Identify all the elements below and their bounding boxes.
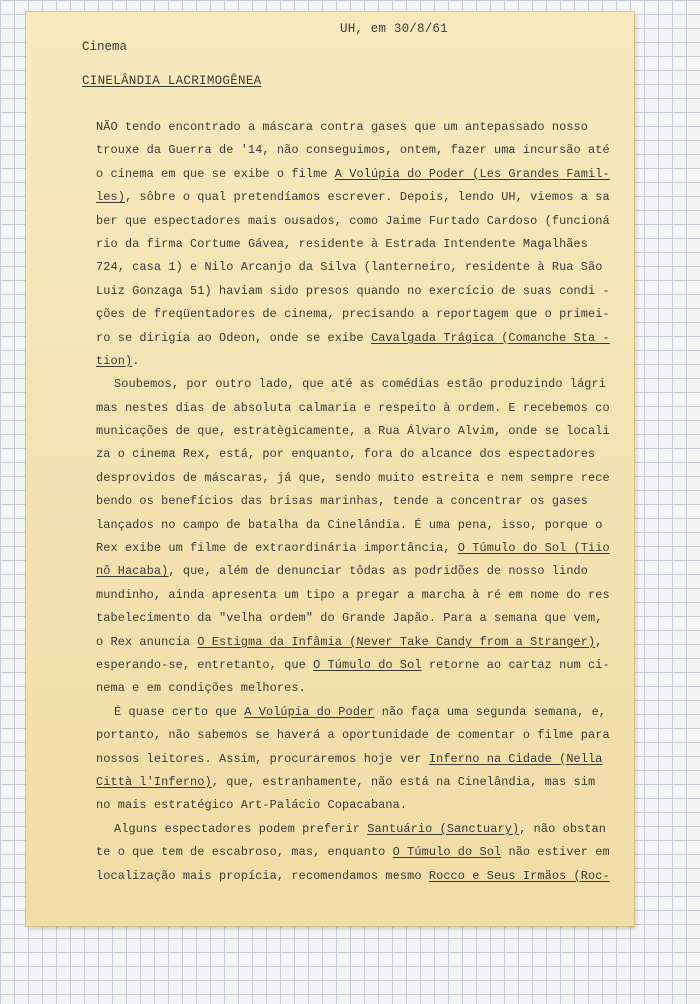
underlined-title: A Volúpia do Poder xyxy=(244,704,375,719)
underlined-title: Rocco e Seus Irmãos (Roc- xyxy=(428,868,610,883)
text-segment: ro se dirigia ao Odeon, onde se exibe xyxy=(96,330,371,345)
text-segment: mundinho, ainda apresenta um tipo a pregar a marcha à ré em nome do res xyxy=(96,587,610,602)
text-line xyxy=(96,584,616,607)
text-line xyxy=(96,186,616,209)
text-segment: o cinema em que se exibe o filme xyxy=(96,166,335,181)
text-line xyxy=(96,139,616,162)
text-segment: não faça uma segunda semana, e, xyxy=(374,704,607,719)
text-line xyxy=(96,420,616,443)
text-segment: , xyxy=(595,634,603,649)
text-line xyxy=(96,163,616,186)
text-line xyxy=(96,724,616,747)
text-segment: te o que tem de escabroso, mas, enquanto xyxy=(96,845,393,860)
underlined-title: O Túmulo do Sol xyxy=(392,845,502,860)
text-segment: ções de freqüentadores de cinema, precisando a reportagem que o primei- xyxy=(96,307,610,322)
text-segment: portanto, não sabemos se haverá a oportunidade de comentar o filme para xyxy=(96,728,610,743)
text-line xyxy=(96,794,616,817)
text-segment: , que, estranhamente, não está na Cinelândia, mas sim xyxy=(211,774,596,789)
underlined-title: Città l'Inferno) xyxy=(96,774,212,789)
underlined-title: Santuário (Sanctuary) xyxy=(367,821,520,836)
text-segment: esperando-se, entretanto, que xyxy=(96,657,314,672)
text-segment: , não obstan xyxy=(519,821,607,836)
text-line xyxy=(96,607,616,630)
paragraph xyxy=(96,373,616,700)
text-segment: nossos leitores. Assim, procuraremos hoje ver xyxy=(96,751,429,766)
text-segment: desprovidos de máscaras, já que, sendo muito estreita e nem sempre rece xyxy=(96,470,610,485)
section-label: Cinema xyxy=(82,40,128,54)
dateline: UH, em 30/8/61 xyxy=(340,22,448,36)
underlined-title: A Volúpia do Poder (Les Grandes Famil- xyxy=(334,166,610,181)
text-line xyxy=(96,303,616,326)
text-segment: municações de que, estratègicamente, a Rua Álvaro Alvim, onde se locali xyxy=(96,424,610,439)
text-line xyxy=(96,514,616,537)
text-line xyxy=(96,537,616,560)
text-segment: retorne ao cartaz num ci- xyxy=(421,657,610,672)
text-line xyxy=(96,560,616,583)
text-line xyxy=(96,256,616,279)
text-segment: lançados no campo de batalha da Cinelândia. É uma pena, isso, porque o xyxy=(96,517,603,532)
underlined-title: Inferno na Cidade (Nella xyxy=(428,751,603,766)
text-segment: trouxe da Guerra de '14, não conseguimos, ontem, fazer uma incursão até xyxy=(96,143,610,158)
article-body xyxy=(96,116,616,888)
underlined-title: O Túmulo do Sol xyxy=(313,657,422,672)
article-headline: CINELÂNDIA LACRIMOGÊNEA xyxy=(82,74,262,88)
text-segment: Rex exibe um filme de extraordinária importância, xyxy=(96,541,458,556)
text-segment: ber que espectadores mais ousados, como Jaime Furtado Cardoso (funcioná xyxy=(96,213,610,228)
text-segment: localização mais propícia, recomendamos mesmo xyxy=(96,868,429,883)
text-segment: 724, casa 1) e Nilo Arcanjo da Silva (lanterneiro, residente à Rua São xyxy=(96,260,603,275)
text-segment: Alguns espectadores podem preferir xyxy=(114,821,368,836)
text-line xyxy=(96,748,616,771)
text-line xyxy=(96,490,616,513)
text-segment: rio da firma Cortume Gávea, residente à Estrada Intendente Magalhães xyxy=(96,236,589,251)
text-line xyxy=(96,350,616,373)
underlined-title: tion) xyxy=(96,353,133,368)
underlined-title: nô Hacaba) xyxy=(96,564,169,579)
text-line xyxy=(96,771,616,794)
text-line xyxy=(96,280,616,303)
text-line xyxy=(96,677,616,700)
text-line xyxy=(96,818,616,841)
text-line xyxy=(96,654,616,677)
text-line xyxy=(96,373,616,396)
text-line xyxy=(96,631,616,654)
text-segment: , sôbre o qual pretendíamos escrever. Depois, lendo UH, viemos a sa xyxy=(124,190,610,205)
text-line xyxy=(96,116,616,139)
text-segment: bendo os benefícios das brisas marinhas, tende a concentrar os gases xyxy=(96,494,589,509)
underlined-title: Cavalgada Trágica (Comanche Sta - xyxy=(370,330,610,345)
text-segment: . xyxy=(132,353,140,368)
text-line xyxy=(96,701,616,724)
text-line xyxy=(96,443,616,466)
text-line xyxy=(96,327,616,350)
underlined-title: O Estigma da Infâmia (Never Take Candy from a Stranger) xyxy=(197,634,596,649)
text-line xyxy=(96,865,616,888)
text-line xyxy=(96,210,616,233)
paragraph xyxy=(96,701,616,818)
text-segment: za o cinema Rex, está, por enquanto, fora do alcance dos espectadores xyxy=(96,447,596,462)
text-segment: não estiver em xyxy=(501,845,610,860)
underlined-title: les) xyxy=(96,190,125,205)
underlined-title: O Túmulo do Sol (Tiio xyxy=(457,541,610,556)
text-segment: tabelecimento da "velha ordem" do Grande Japão. Para a semana que vem, xyxy=(96,611,603,626)
paragraph xyxy=(96,116,616,373)
paragraph xyxy=(96,818,616,888)
text-segment: nema e em condições melhores. xyxy=(96,681,306,696)
text-segment: É quase certo que xyxy=(114,704,245,719)
text-segment: Soubemos, por outro lado, que até as comédias estão produzindo lágri xyxy=(114,377,607,392)
text-segment: NÃO tendo encontrado a máscara contra gases que um antepassado nosso xyxy=(96,120,589,134)
text-line xyxy=(96,841,616,864)
text-segment: mas nestes dias de absoluta calmaria e respeito à ordem. E recebemos co xyxy=(96,400,610,415)
text-segment: no mais estratégico Art-Palácio Copacabana. xyxy=(96,798,408,813)
text-segment: o Rex anuncia xyxy=(96,634,198,649)
text-line xyxy=(96,233,616,256)
text-segment: Luiz Gonzaga 51) haviam sido presos quando no exercício de suas condi - xyxy=(96,283,610,298)
text-segment: , que, além de denunciar tôdas as podridões de nosso lindo xyxy=(168,564,589,579)
text-line xyxy=(96,467,616,490)
text-line xyxy=(96,397,616,420)
typewritten-page xyxy=(26,12,634,926)
